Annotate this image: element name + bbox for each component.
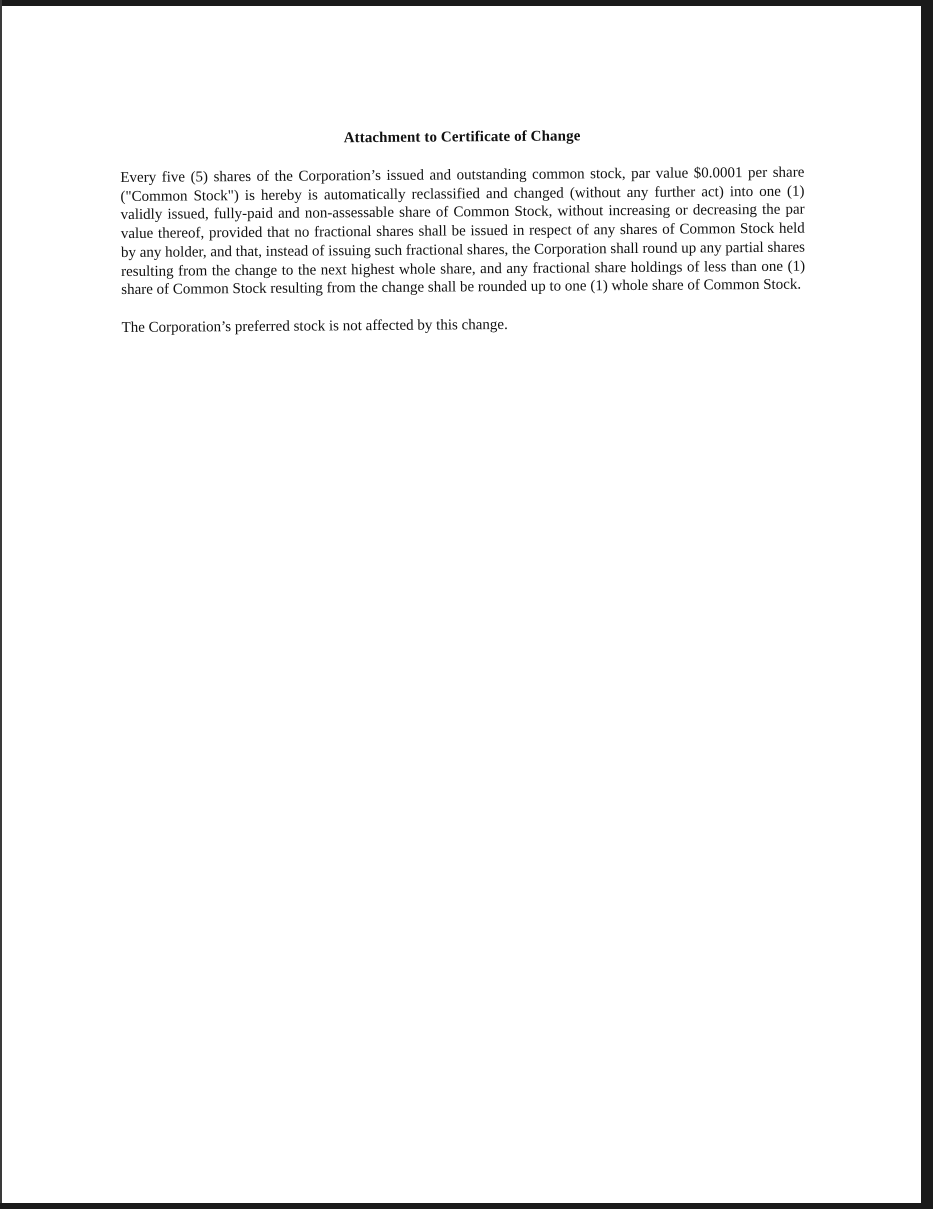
scan-border-right [921,0,933,1209]
reclassification-paragraph: Every five (5) shares of the Corporation’s issued and outstanding common stock, par value $0.0001 per share ("Common Stock") is hereby is automatically reclassified and changed (without any further act) into one (1) validly issued, fully-paid and non-assessable share of Common Stock, without increasing or decreasing the par value thereof, provided that no fractional shares shall be issued in respect of any shares of Common Stock held by any holder, and that, instead of issuing such fractional shares, the Corporation shall round up any partial shares resulting from the change to the next highest whole share, and any fractional share holdings of less than one (1) share of Common Stock resulting from the change shall be rounded up to one (1) whole share of Common Stock. [120,164,806,299]
scan-border-bottom [0,1203,933,1209]
scan-border-top [0,0,933,6]
document-body [120,127,806,338]
preferred-stock-paragraph: The Corporation’s preferred stock is not affected by this change. [121,316,508,336]
scan-border-left [0,0,2,1209]
document-title: Attachment to Certificate of Change [343,128,581,147]
